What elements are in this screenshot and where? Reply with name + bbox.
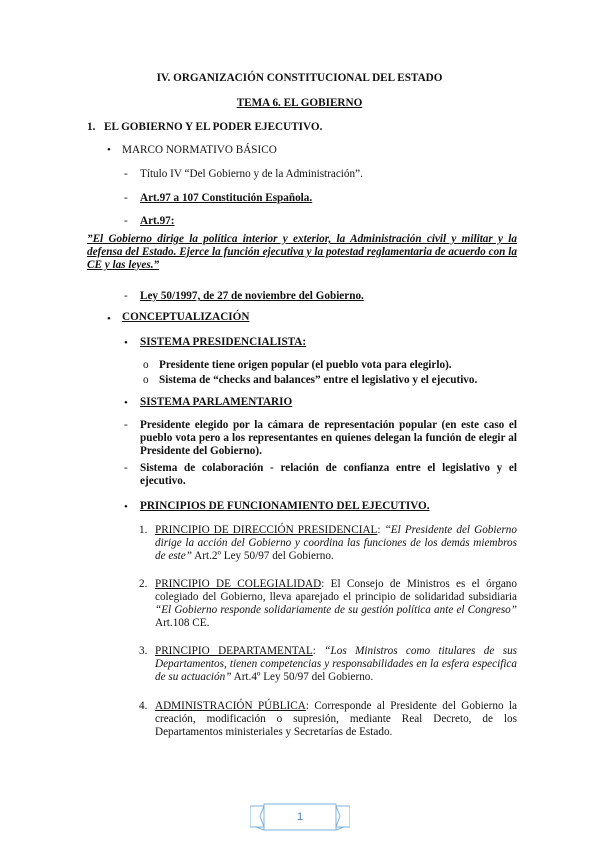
- principle-dir-presidencial: [155, 524, 517, 563]
- separator: :: [305, 700, 315, 712]
- tema-title: TEMA 6. EL GOBIERNO: [236, 97, 363, 109]
- dash: -: [124, 419, 128, 431]
- ley-50-1997: Ley 50/1997, de 27 de noviembre del Gobierno.: [140, 290, 364, 302]
- list-number: 3.: [139, 645, 148, 657]
- parlamentario-label: SISTEMA PARLAMENTARIO: [140, 396, 293, 408]
- dash: -: [124, 192, 128, 204]
- principle-colegialidad: [155, 578, 517, 630]
- principle-quote: “Los Ministros como titulares de sus Departamentos, tienen competencias y responsabilidades en la esfera especifica de su actuación”: [155, 645, 518, 683]
- bullet: •: [107, 313, 111, 325]
- page-number: 1: [296, 811, 304, 823]
- principle-text: El Consejo de Ministros es el órgano colegiado del Gobierno, lleva aparejado el principio de solidaridad subsidiaria: [155, 578, 517, 603]
- parlamentario-item: Presidente elegido por la cámara de representación popular (en este caso el pueblo vota pero a los representantes en quienes delegan la función de elegir al Presidente del Gobierno).: [140, 419, 517, 457]
- bullet: •: [124, 337, 128, 349]
- art97-quote: ”El Gobierno dirige la política interior y exterior, la Administración civil y militar y la defensa del Estado. Ejerce la función ejecutiva y la potestad reglamentaria de acuerdo con la CE y las leyes.”: [87, 233, 517, 271]
- list-mark: o: [143, 359, 149, 371]
- bullet: •: [107, 144, 111, 156]
- presidencialista-item: Sistema de “checks and balances” entre el legislativo y el ejecutivo.: [159, 374, 478, 386]
- principle-name: PRINCIPIO DE COLEGIALIDAD: [155, 578, 322, 590]
- principle-quote: “El Presidente del Gobierno dirige la acción del Gobierno y coordina las funciones de los demás miembros de este”: [155, 524, 517, 562]
- list-number: 4.: [139, 700, 148, 712]
- separator: :: [321, 578, 331, 590]
- principle-quote: “El Gobierno responde solidariamente de su gestión política ante el Congreso”: [155, 604, 517, 616]
- dash: -: [124, 168, 128, 180]
- presidencialista-item: Presidente tiene origen popular (el pueblo vota para elegirlo).: [159, 359, 452, 371]
- separator: :: [377, 524, 385, 536]
- principle-ref: Art.4º Ley 50/97 del Gobierno.: [231, 671, 374, 683]
- dash: -: [124, 462, 128, 474]
- marco-item-art97: Art.97:: [140, 215, 175, 227]
- principle-departamental: [155, 645, 517, 684]
- principle-name: ADMINISTRACIÓN PÚBLICA: [155, 700, 306, 712]
- principle-administracion: [155, 700, 517, 739]
- dash: -: [124, 215, 128, 227]
- marco-item-titulo: Título IV “Del Gobierno y de la Administración”.: [140, 168, 363, 180]
- marco-item-arts: Art.97 a 107 Constitución Española.: [140, 192, 313, 204]
- presidencialista-label: SISTEMA PRESIDENCIALISTA:: [140, 336, 307, 348]
- concept-label: CONCEPTUALIZACIÓN: [122, 311, 250, 323]
- section-number: 1.: [87, 121, 96, 133]
- principle-text: Corresponde al Presidente del Gobierno la creación, modificación o supresión, mediante Real Decreto, de los Departamentos ministeriales y Secretarías de Estado.: [155, 700, 518, 738]
- marco-label: MARCO NORMATIVO BÁSICO: [122, 144, 277, 156]
- list-number: 1.: [139, 524, 148, 536]
- separator: :: [312, 645, 325, 657]
- page-number-ribbon: [250, 803, 350, 833]
- bullet: •: [124, 501, 128, 513]
- bullet: •: [124, 397, 128, 409]
- principios-label: PRINCIPIOS DE FUNCIONAMIENTO DEL EJECUTIVO.: [140, 500, 430, 512]
- section-title: EL GOBIERNO Y EL PODER EJECUTIVO.: [104, 121, 323, 133]
- principle-name: PRINCIPIO DE DIRECCIÓN PRESIDENCIAL: [155, 524, 378, 536]
- list-number: 2.: [139, 578, 148, 590]
- parlamentario-item: Sistema de colaboración - relación de confianza entre el legislativo y el ejecutivo.: [140, 462, 517, 487]
- principle-ref: Art.108 CE.: [155, 617, 210, 629]
- list-mark: o: [143, 374, 149, 386]
- principle-name: PRINCIPIO DEPARTAMENTAL: [155, 645, 313, 657]
- principle-ref: Art.2º Ley 50/97 del Gobierno.: [191, 550, 334, 562]
- dash: -: [124, 290, 128, 302]
- part-title: IV. ORGANIZACIÓN CONSTITUCIONAL DEL ESTADO: [156, 72, 443, 84]
